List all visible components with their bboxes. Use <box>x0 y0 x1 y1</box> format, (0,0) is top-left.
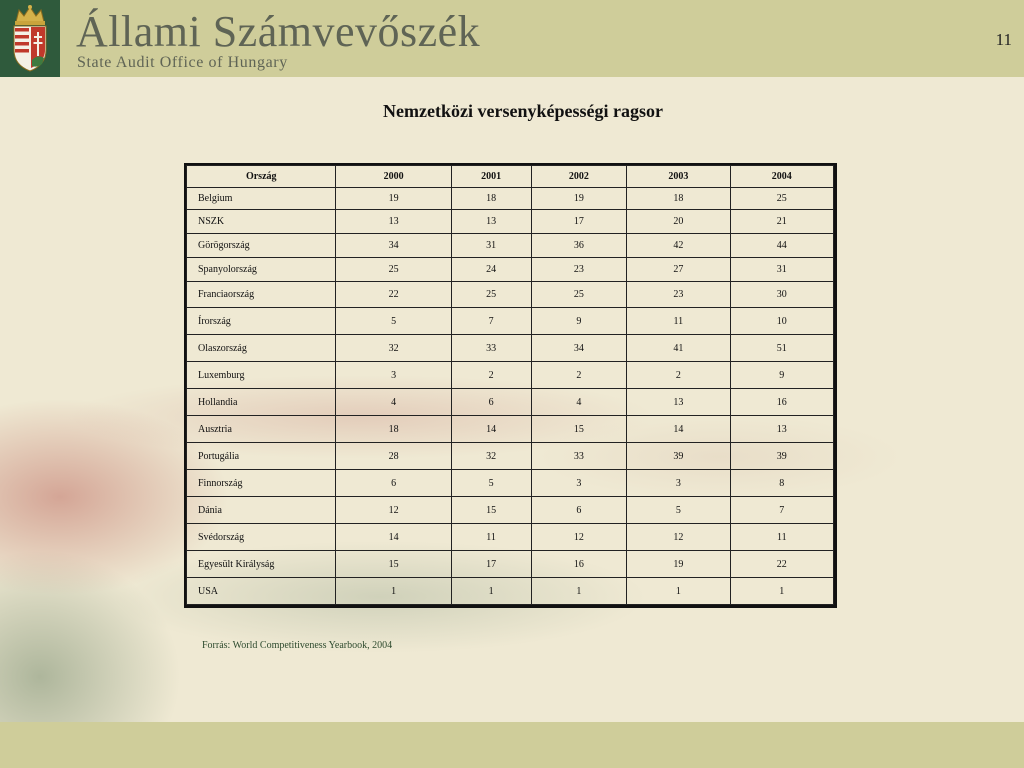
rank-cell: 51 <box>730 335 833 362</box>
country-cell: Finnország <box>187 470 336 497</box>
table-row <box>187 470 834 497</box>
rank-cell: 14 <box>627 416 730 443</box>
rank-cell: 11 <box>730 524 833 551</box>
page-number: 11 <box>995 30 1012 49</box>
rank-cell: 5 <box>627 497 730 524</box>
rank-cell: 13 <box>336 210 451 234</box>
rank-cell: 24 <box>451 258 531 282</box>
rank-cell: 6 <box>336 470 451 497</box>
rank-cell: 4 <box>336 389 451 416</box>
rank-cell: 33 <box>531 443 627 470</box>
rank-cell: 1 <box>336 578 451 605</box>
rank-cell: 25 <box>531 282 627 308</box>
rank-cell: 25 <box>336 258 451 282</box>
rank-cell: 22 <box>336 282 451 308</box>
rank-cell: 17 <box>531 210 627 234</box>
rank-cell: 1 <box>730 578 833 605</box>
rank-cell: 22 <box>730 551 833 578</box>
rank-cell: 9 <box>531 308 627 335</box>
rank-cell: 8 <box>730 470 833 497</box>
page-title: Nemzetközi versenyképességi ragsor <box>383 101 663 121</box>
column-header: Ország <box>187 166 336 188</box>
rank-cell: 13 <box>451 210 531 234</box>
table-row <box>187 188 834 210</box>
rank-cell: 36 <box>531 234 627 258</box>
table-row <box>187 524 834 551</box>
rank-cell: 11 <box>627 308 730 335</box>
rank-cell: 19 <box>336 188 451 210</box>
header-bar <box>0 0 1024 77</box>
table-row <box>187 551 834 578</box>
rank-cell: 12 <box>336 497 451 524</box>
rank-cell: 18 <box>451 188 531 210</box>
rank-cell: 34 <box>531 335 627 362</box>
column-header: 2002 <box>531 166 627 188</box>
rank-cell: 10 <box>730 308 833 335</box>
rank-cell: 14 <box>336 524 451 551</box>
country-cell: NSZK <box>187 210 336 234</box>
app-subtitle: State Audit Office of Hungary <box>77 54 288 71</box>
rank-cell: 2 <box>627 362 730 389</box>
rank-cell: 27 <box>627 258 730 282</box>
table-row <box>187 497 834 524</box>
rank-cell: 4 <box>531 389 627 416</box>
table-row <box>187 210 834 234</box>
app-title: Állami Számvevőszék <box>76 7 481 56</box>
rank-cell: 13 <box>730 416 833 443</box>
rank-cell: 6 <box>451 389 531 416</box>
hungarian-coat-of-arms-icon <box>6 4 54 74</box>
rank-cell: 34 <box>336 234 451 258</box>
table-row <box>187 443 834 470</box>
rank-cell: 18 <box>627 188 730 210</box>
country-cell: USA <box>187 578 336 605</box>
rank-cell: 33 <box>451 335 531 362</box>
rank-cell: 31 <box>730 258 833 282</box>
country-cell: Hollandia <box>187 389 336 416</box>
country-cell: Luxemburg <box>187 362 336 389</box>
rank-cell: 2 <box>451 362 531 389</box>
ranking-table <box>184 163 837 608</box>
country-cell: Svédország <box>187 524 336 551</box>
rank-cell: 12 <box>531 524 627 551</box>
country-cell: Írország <box>187 308 336 335</box>
rank-cell: 16 <box>730 389 833 416</box>
rank-cell: 39 <box>730 443 833 470</box>
table-row <box>187 335 834 362</box>
table-row <box>187 234 834 258</box>
rank-cell: 30 <box>730 282 833 308</box>
rank-cell: 1 <box>531 578 627 605</box>
rank-cell: 19 <box>531 188 627 210</box>
rank-cell: 28 <box>336 443 451 470</box>
rank-cell: 21 <box>730 210 833 234</box>
rank-cell: 31 <box>451 234 531 258</box>
rank-cell: 19 <box>627 551 730 578</box>
footer-bar <box>0 722 1024 768</box>
country-cell: Dánia <box>187 497 336 524</box>
country-cell: Egyesült Királyság <box>187 551 336 578</box>
rank-cell: 41 <box>627 335 730 362</box>
rank-cell: 3 <box>336 362 451 389</box>
rank-cell: 12 <box>627 524 730 551</box>
rank-cell: 32 <box>336 335 451 362</box>
rank-cell: 15 <box>451 497 531 524</box>
rank-cell: 6 <box>531 497 627 524</box>
rank-cell: 13 <box>627 389 730 416</box>
rank-cell: 3 <box>531 470 627 497</box>
country-cell: Belgium <box>187 188 336 210</box>
rank-cell: 2 <box>531 362 627 389</box>
rank-cell: 44 <box>730 234 833 258</box>
rank-cell: 1 <box>627 578 730 605</box>
rank-cell: 7 <box>451 308 531 335</box>
rank-cell: 20 <box>627 210 730 234</box>
rank-cell: 7 <box>730 497 833 524</box>
rank-cell: 39 <box>627 443 730 470</box>
rank-cell: 5 <box>336 308 451 335</box>
table-header-row <box>187 166 834 188</box>
country-cell: Görögország <box>187 234 336 258</box>
source-note: Forrás: World Competitiveness Yearbook, 2004 <box>202 640 393 651</box>
column-header: 2003 <box>627 166 730 188</box>
rank-cell: 15 <box>531 416 627 443</box>
table-row <box>187 362 834 389</box>
rank-cell: 14 <box>451 416 531 443</box>
table-row <box>187 389 834 416</box>
rank-cell: 5 <box>451 470 531 497</box>
country-cell: Spanyolország <box>187 258 336 282</box>
country-cell: Olaszország <box>187 335 336 362</box>
rank-cell: 9 <box>730 362 833 389</box>
rank-cell: 23 <box>531 258 627 282</box>
rank-cell: 18 <box>336 416 451 443</box>
column-header: 2001 <box>451 166 531 188</box>
rank-cell: 25 <box>451 282 531 308</box>
table-row <box>187 308 834 335</box>
column-header: 2004 <box>730 166 833 188</box>
rank-cell: 11 <box>451 524 531 551</box>
rank-cell: 16 <box>531 551 627 578</box>
rank-cell: 1 <box>451 578 531 605</box>
rank-cell: 25 <box>730 188 833 210</box>
table-row <box>187 258 834 282</box>
rank-cell: 17 <box>451 551 531 578</box>
country-cell: Portugália <box>187 443 336 470</box>
country-cell: Franciaország <box>187 282 336 308</box>
country-cell: Ausztria <box>187 416 336 443</box>
rank-cell: 42 <box>627 234 730 258</box>
rank-cell: 3 <box>627 470 730 497</box>
table-row <box>187 282 834 308</box>
rank-cell: 32 <box>451 443 531 470</box>
logo <box>0 0 60 77</box>
rank-cell: 15 <box>336 551 451 578</box>
rank-cell: 23 <box>627 282 730 308</box>
column-header: 2000 <box>336 166 451 188</box>
table-row <box>187 578 834 605</box>
table-row <box>187 416 834 443</box>
